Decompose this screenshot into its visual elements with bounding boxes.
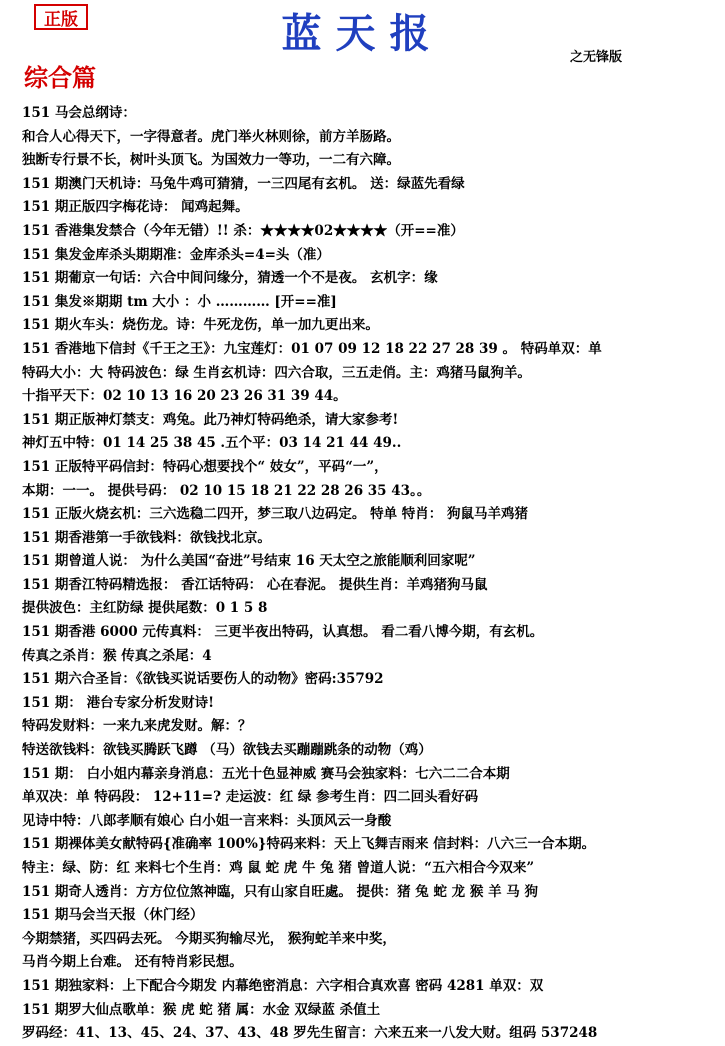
text-line: 151 期正版四字梅花诗： 闻鸡起舞。 bbox=[22, 199, 249, 216]
text-line: 151 期奇人透肖：方方位位煞神臨，只有山家自旺處。 提供：猪 兔 蛇 龙 猴 羊 马 狗 bbox=[22, 883, 538, 900]
text-line: 和合人心得天下，一字得意者。虎门举火林则徐，前方羊肠路。 bbox=[22, 128, 400, 145]
section-heading: 综合篇 bbox=[24, 63, 96, 92]
text-line: 151 期香江特码精选报： 香江话特码： 心在春泥。 提供生肖：羊鸡猪狗马鼠 bbox=[22, 576, 488, 593]
text-line: 151 期裸体美女献特码{准确率 100%}特码来料：天上飞舞吉雨来 信封料：八六三一合本期。 bbox=[22, 836, 596, 853]
text-line: 特码发财料：一来九来虎发财。解：？ bbox=[22, 718, 252, 735]
text-line: 十指平天下：02 10 13 16 20 23 26 31 39 44。 bbox=[22, 388, 347, 405]
text-line: 神灯五中特：01 14 25 38 45 .五个平：03 14 21 44 49.. bbox=[22, 435, 402, 452]
text-line: 151 期葡京一句话：六合中间问缘分，猜透一个不是夜。 玄机字：缘 bbox=[22, 270, 438, 287]
text-line: 151 期香港第一手欲钱料：欲钱找北京。 bbox=[22, 529, 271, 546]
text-line: 151 集发※期期 tm 大小 ：小 ………… [开==准] bbox=[22, 293, 337, 310]
text-line: 151 期六合圣旨：《欲钱买说话要伤人的动物》密码:35792 bbox=[22, 671, 384, 688]
text-line: 151 期香港 6000 元传真料： 三更半夜出特码，认真想。 看二看八博今期，有玄机。 bbox=[22, 624, 544, 641]
text-line: 见诗中特：八郎孝顺有娘心 白小姐一言来料：头顶风云一身酸 bbox=[22, 812, 392, 829]
genuine-edition-badge: 正版 bbox=[34, 4, 88, 30]
text-line: 151 期马会当天报（休门经） bbox=[22, 907, 204, 924]
text-line: 本期：一一。 提供号码： 02 10 15 18 21 22 28 26 35 43。。 bbox=[22, 482, 431, 499]
text-line: 提供波色：主红防绿 提供尾数：0 1 5 8 bbox=[22, 600, 268, 617]
text-line: 151 期曾道人说： 为什么美国“奋进”号结束 16 天太空之旅能顺利回家呢” bbox=[22, 553, 476, 570]
newspaper-title: 蓝天报 bbox=[281, 10, 444, 57]
text-line: 特主：绿、防：红 来料七个生肖：鸡 鼠 蛇 虎 牛 兔 猪 曾道人说：“五六相合今双来” bbox=[22, 860, 535, 876]
text-line: 151 香港集发禁合（今年无错）!! 杀：★★★★02★★★★（开==准） bbox=[22, 222, 464, 239]
text-line: 151 正版特平码信封：特码心想要找个“ 妓女”，平码“一”， bbox=[22, 458, 388, 475]
text-line: 151 期独家料：上下配合今期发 内幕绝密消息：六字相合真欢喜 密码 4281 单双：双 bbox=[22, 977, 544, 994]
text-line: 独断专行景不长，树叶头顶飞。为国效力一等功，一二有六障。 bbox=[22, 152, 400, 169]
text-line: 特码大小：大 特码波色：绿 生肖玄机诗：四六合取，三五走俏。主：鸡猪马鼠狗羊。 bbox=[22, 364, 531, 381]
text-line: 151 期澳门天机诗：马兔牛鸡可猜猜，一三四尾有玄机。 送：绿蓝先看绿 bbox=[22, 175, 465, 192]
edition-label: 之无锋版 bbox=[570, 50, 623, 65]
text-line: 151 马会总纲诗： bbox=[22, 105, 136, 121]
text-line: 罗码经：41、13、45、24、37、43、48 罗先生留言：六来五来一八发大财。组码 537248 bbox=[22, 1025, 598, 1042]
text-line: 151 期： 港台专家分析发财诗! bbox=[22, 694, 215, 711]
text-line: 151 期火车头：烧伤龙。诗：牛死龙伤，单一加九更出来。 bbox=[22, 317, 379, 334]
content-lines bbox=[22, 102, 712, 1046]
text-line: 151 期罗大仙点歌单：猴 虎 蛇 猪 属：水金 双绿蓝 杀值土 bbox=[22, 1001, 381, 1018]
text-line: 传真之杀肖：猴 传真之杀尾：4 bbox=[22, 647, 212, 664]
text-line: 151 香港地下信封《千王之王》：九宝莲灯：01 07 09 12 18 22 27 28 39 。 特码单双：单 bbox=[22, 340, 602, 357]
text-line: 特送欲钱料：欲钱买腾跃飞蹲 （马）欲钱去买蹦蹦跳条的动物（鸡） bbox=[22, 742, 432, 759]
text-line: 今期禁猪，买四码去死。 今期买狗输尽光， 猴狗蛇羊来中奖， bbox=[22, 930, 396, 947]
text-line: 151 期： 白小姐内幕亲身消息：五光十色显神威 赛马会独家料：七六二二合本期 bbox=[22, 765, 510, 782]
text-line: 151 期正版神灯禁支：鸡兔。此乃神灯特码绝杀，请大家参考! bbox=[22, 411, 399, 428]
text-line: 151 正版火烧玄机：三六选稳二四开，梦三取八边码定。 特单 特肖： 狗鼠马羊鸡猪 bbox=[22, 506, 528, 523]
text-line: 151 集发金库杀头期期准：金库杀头=4=头（准） bbox=[22, 246, 330, 263]
text-line: 马肖今期上台难。 还有特肖彩民想。 bbox=[22, 954, 243, 971]
text-line: 单双决：单 特码段： 12+11=? 走运波：红 绿 参考生肖：四二回头看好码 bbox=[22, 789, 479, 806]
